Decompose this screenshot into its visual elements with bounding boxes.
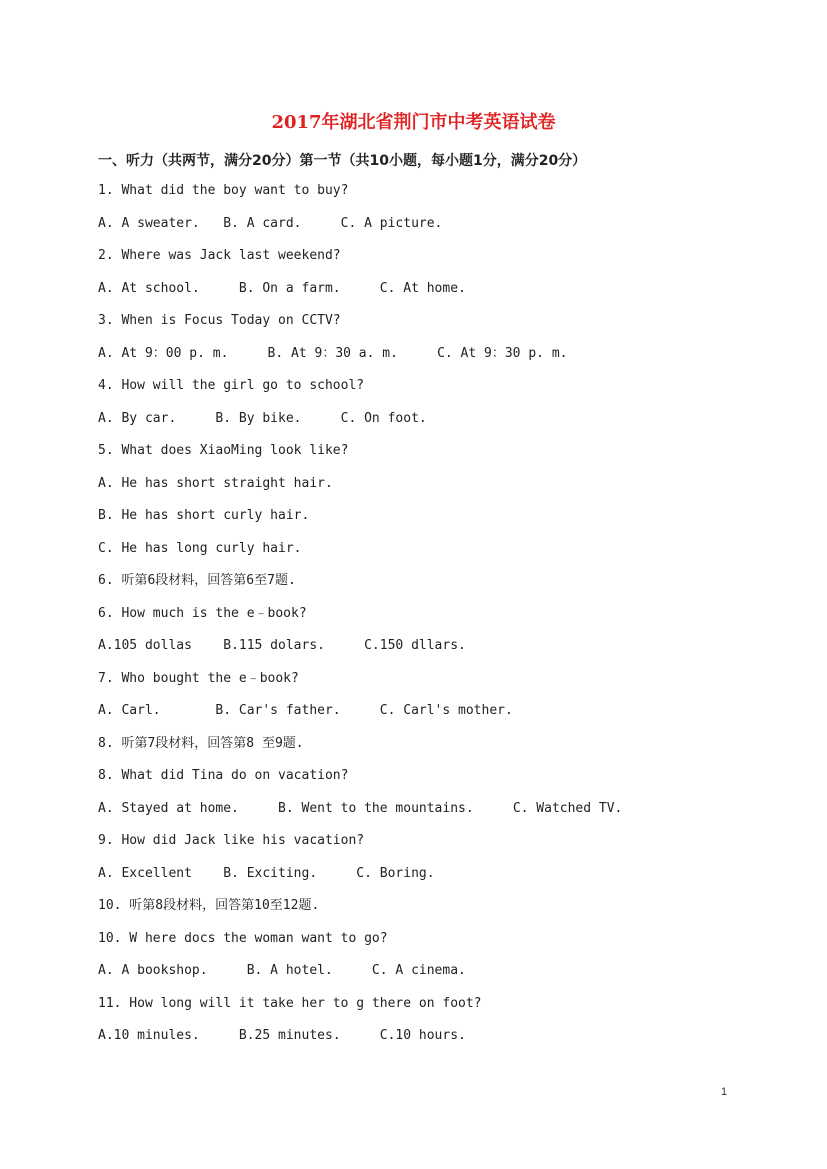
section-heading: 一、听力（共两节，满分20分）第一节（共10小题，每小题1分，满分20分） (98, 153, 587, 169)
question-line: 4. How will the girl go to school? (98, 378, 365, 393)
answer-options: A. Excellent B. Exciting. C. Boring. (98, 865, 435, 881)
answer-option: B. He has short curly hair. (98, 508, 310, 523)
page-number: 1 (721, 1086, 728, 1098)
answer-options: A. At 9：00 p. m. B. At 9：30 a. m. C. At 9：30 p. m. (98, 345, 568, 361)
answer-options: A.10 minules. B.25 minutes. C.10 hours. (98, 1028, 466, 1043)
question-line: 6. How much is the e﹣book? (98, 605, 307, 621)
question-line: 2. Where was Jack last weekend? (98, 248, 341, 263)
answer-options: A. Carl. B. Car's father. C. Carl's mother. (98, 703, 513, 718)
document-title: 2017年湖北省荆门市中考英语试卷 (271, 112, 556, 133)
answer-options: A. A sweater. B. A card. C. A picture. (98, 215, 443, 231)
question-line: 10. W here docs the woman want to go? (98, 930, 388, 946)
question-line: 8. What did Tina do on vacation? (98, 768, 349, 783)
question-line: 7. Who bought the e﹣book? (98, 670, 299, 686)
question-line: 3. When is Focus Today on CCTV? (98, 313, 341, 328)
question-line: 1. What did the boy want to buy? (98, 183, 349, 198)
answer-options: A. Stayed at home. B. Went to the mountains. C. Watched TV. (98, 800, 623, 816)
question-line: 5. What does XiaoMing look like? (98, 443, 349, 458)
answer-option: A. He has short straight hair. (98, 475, 333, 491)
instruction-line: 8. 听第7段材料，回答第8 至9题. (98, 735, 304, 751)
answer-options: A. At school. B. On a farm. C. At home. (98, 280, 466, 296)
instruction-line: 10. 听第8段材料，回答第10至12题. (98, 898, 320, 913)
answer-options: A. A bookshop. B. A hotel. C. A cinema. (98, 963, 466, 978)
question-line: 11. How long will it take her to g there on foot? (98, 995, 482, 1011)
answer-options: A. By car. B. By bike. C. On foot. (98, 410, 427, 426)
instruction-line: 6. 听第6段材料，回答第6至7题. (98, 573, 296, 588)
answer-options: A.105 dollas B.115 dolars. C.150 dllars. (98, 638, 466, 653)
question-list (98, 182, 622, 1060)
question-line: 9. How did Jack like his vacation? (98, 833, 365, 848)
answer-option: C. He has long curly hair. (98, 540, 302, 556)
